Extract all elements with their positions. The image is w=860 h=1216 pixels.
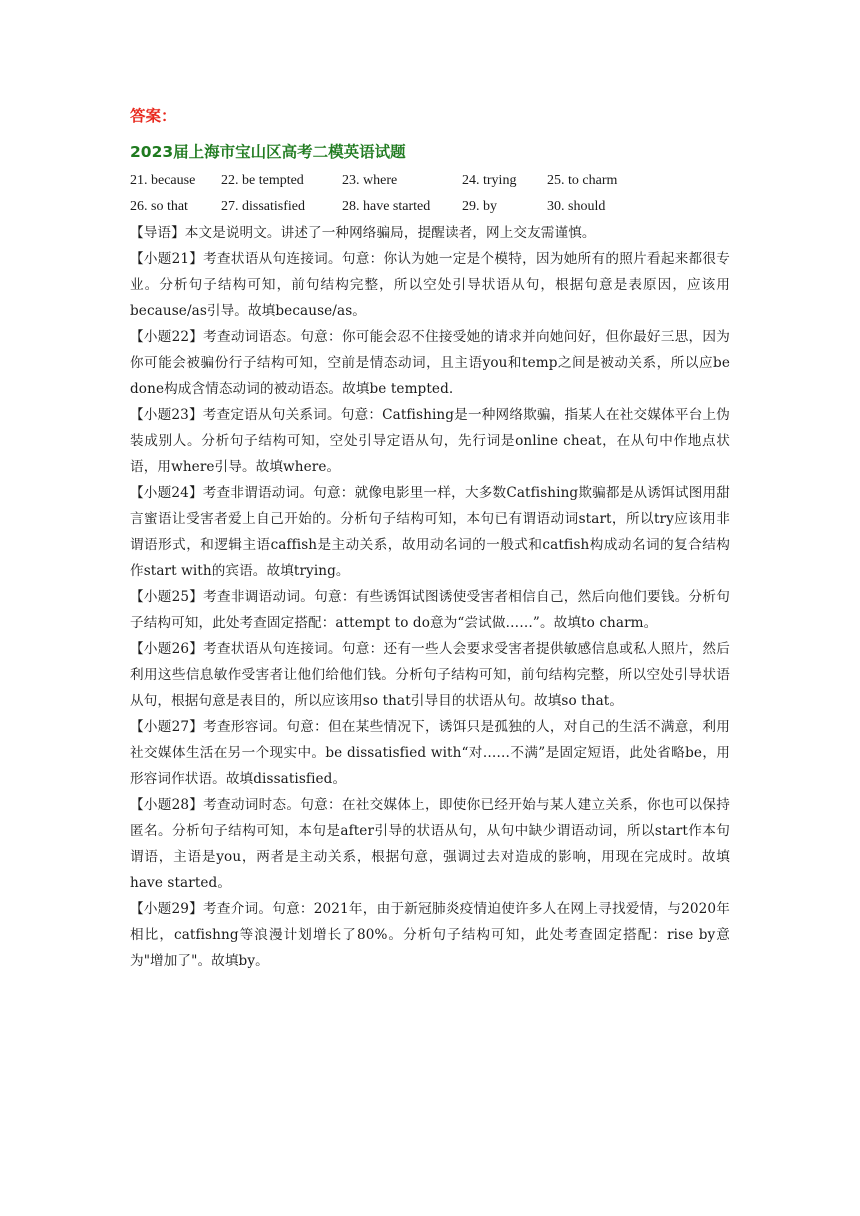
answer-heading: 答案： xyxy=(130,107,177,125)
answer-item: 25. to charm xyxy=(547,173,618,188)
answer-section xyxy=(130,102,730,974)
answer-item: 22. be tempted xyxy=(221,173,304,188)
explanation-26: 【小题26】考查状语从句连接词。句意：还有一些人会要求受害者提供敏感信息或私人照片，然后利用这些信息敏作受害者让他们给他们钱。分析句子结构可知，前句结构完整，所以空处引导状语从句，根据句意是表目的，所以应该用so that引导目的状语从句。故填so that。 xyxy=(130,641,730,709)
answer-item: 24. trying xyxy=(462,173,517,188)
explanation-21: 【小题21】考查状语从句连接词。句意：你认为她一定是个模特，因为她所有的照片看起来都很专业。分析句子结构可知，前句结构完整，所以空处引导状语从句，根据句意是表原因，应该用because/as引导。故填because/as。 xyxy=(130,251,730,319)
answer-item: 28. have started xyxy=(342,199,431,214)
explanation-27: 【小题27】考查形容词。句意：但在某些情况下，诱饵只是孤独的人，对自己的生活不满意，利用社交媒体生活在另一个现实中。be dissatisfied with“对……不满”是固定短语，此处省略be，用形容词作状语。故填dissatisfied。 xyxy=(130,719,730,787)
answer-item: 30. should xyxy=(547,199,606,214)
exam-title: 2023届上海市宝山区高考二模英语试题 xyxy=(130,143,406,161)
intro-paragraph: 【导语】本文是说明文。讲述了一种网络骗局，提醒读者，网上交友需谨慎。 xyxy=(130,225,596,241)
answer-row xyxy=(130,194,730,220)
explanation-24: 【小题24】考查非谓语动词。句意：就像电影里一样，大多数Catfishing欺骗都是从诱饵试图用甜言蜜语让受害者爱上自己开始的。分析句子结构可知，本句已有谓语动词start，所以try应该用非谓语形式，和逻辑主语caffish是主动关系，故用动名词的一般式和catfish构成动名词的复合结构作start with的宾语。故填trying。 xyxy=(130,485,730,579)
answer-item: 21. because xyxy=(130,173,196,188)
explanation-25: 【小题25】考查非调语动词。句意：有些诱饵试图诱使受害者相信自己，然后向他们要钱。分析句子结构可知，此处考查固定搭配：attempt to do意为“尝试做……”。故填to charm。 xyxy=(130,589,730,631)
answer-item: 26. so that xyxy=(130,199,188,214)
explanation-29: 【小题29】考查介词。句意：2021年，由于新冠肺炎疫情迫使许多人在网上寻找爱情，与2020年相比，catfishng等浪漫计划增长了80%。分析句子结构可知，此处考查固定搭配：rise by意为"增加了"。故填by。 xyxy=(130,901,730,969)
explanation-23: 【小题23】考查定语从句关系词。句意：Catfishing是一种网络欺骗，指某人在社交媒体平台上伪装成别人。分析句子结构可知，空处引导定语从句，先行词是online cheat，在从句中作地点状语，用where引导。故填where。 xyxy=(130,407,730,475)
answer-item: 27. dissatisfied xyxy=(221,199,305,214)
answer-key xyxy=(130,168,730,220)
answer-item: 23. where xyxy=(342,173,398,188)
answer-row xyxy=(130,168,730,194)
explanation-28: 【小题28】考查动词时态。句意：在社交媒体上，即使你已经开始与某人建立关系，你也可以保持匿名。分析句子结构可知，本句是after引导的状语从句，从句中缺少谓语动词，所以start作本句谓语，主语是you，两者是主动关系，根据句意，强调过去对造成的影响，用现在完成时。故填have started。 xyxy=(130,797,730,891)
explanation-22: 【小题22】考查动词语态。句意：你可能会忍不住接受她的请求并向她问好，但你最好三思，因为你可能会被骗份行子结构可知，空前是情态动词，且主语you和temp之间是被动关系，所以应be done构成含情态动词的被动语态。故填be tempted. xyxy=(130,329,730,397)
answer-item: 29. by xyxy=(462,199,497,214)
